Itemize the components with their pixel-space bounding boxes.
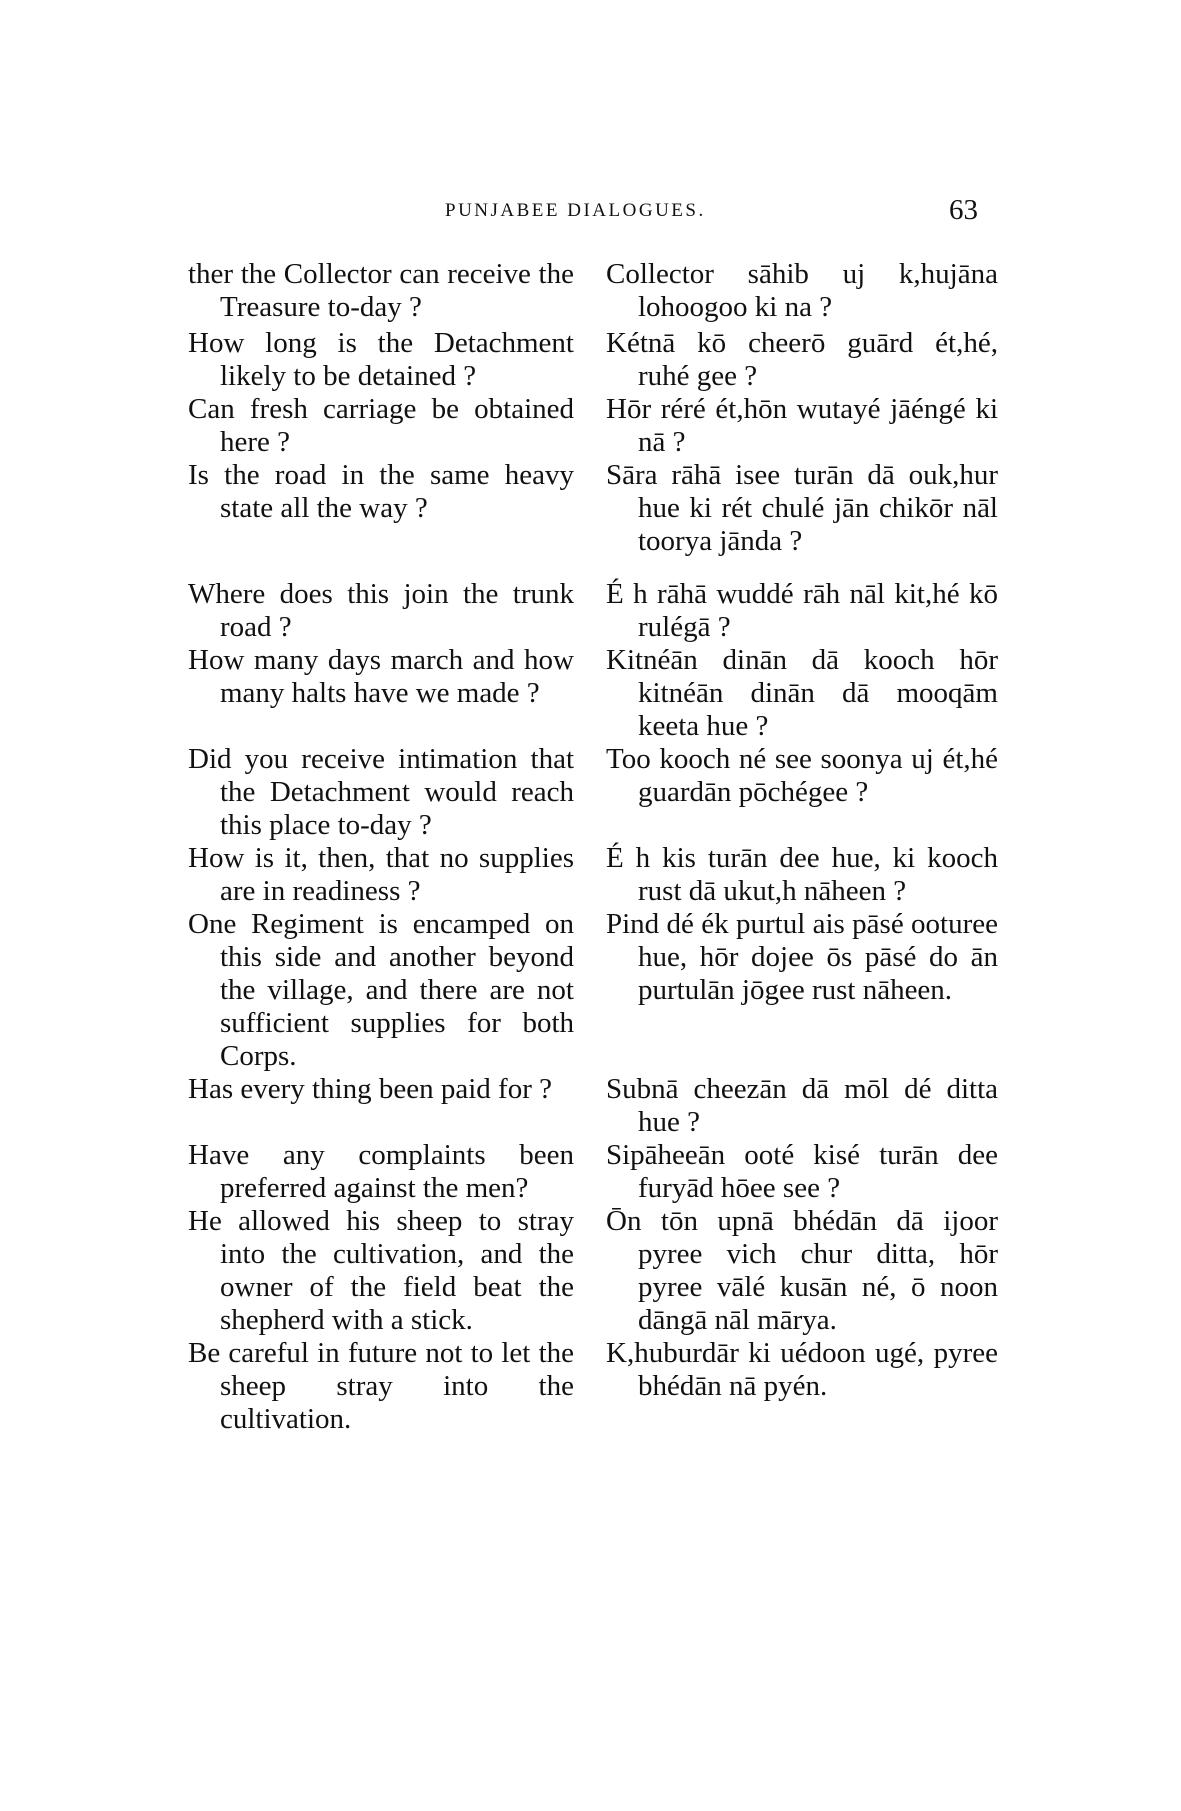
dialogue-row (188, 1205, 998, 1337)
page-header (0, 194, 1181, 240)
english-text: How long is the Detachment likely to be detained ? (188, 327, 574, 392)
english-text: Did you receive intimation that the Detachment would reach this place to-day ? (188, 743, 574, 841)
punjabi-text: Pind dé ék purtul ais pāsé ooturee hue, hōr dojee ōs pāsé do ān purtulān jōgee rust nāheen. (606, 908, 998, 1006)
english-text: How is it, then, that no supplies are in readiness ? (188, 842, 574, 907)
punjabi-text: Kitnéān dinān dā kooch hōr kitnéān dinān dā mooqām keeta hue ? (606, 644, 998, 742)
dialogue-row (188, 393, 998, 459)
english-text: Be careful in future not to let the sheep stray into the cultivation. (188, 1337, 574, 1435)
punjabi-text: Too kooch né see soonya uj ét,hé guardān pōchégee ? (606, 743, 998, 808)
dialogue-row (188, 1337, 998, 1436)
punjabi-text: Kétnā kō cheerō guārd ét,hé, ruhé gee ? (606, 327, 998, 392)
dialogue-row (188, 743, 998, 842)
punjabi-text: Subnā cheezān dā mōl dé ditta hue ? (606, 1073, 998, 1138)
dialogue-row (188, 459, 998, 558)
punjabi-text: K,huburdār ki uédoon ugé, pyree bhédān nā pyén. (606, 1337, 998, 1402)
english-text: Where does this join the trunk road ? (188, 578, 574, 643)
english-text: Is the road in the same heavy state all the way ? (188, 459, 574, 524)
english-text: One Regiment is encamped on this side and another beyond the village, and there are not sufficient supplies for both Corps. (188, 908, 574, 1072)
running-title: PUNJABEE DIALOGUES. (445, 200, 706, 221)
dialogue-table (188, 258, 998, 1436)
english-text: ther the Collector can receive the Treasure to-day ? (188, 258, 574, 323)
dialogue-row (188, 644, 998, 743)
punjabi-text: É h rāhā wuddé rāh nāl kit,hé kō rulégā ? (606, 578, 998, 643)
punjabi-text: Ōn tōn upnā bhédān dā ijoor pyree vich chur ditta, hōr pyree vālé kusān né, ō noon dāngā nāl mārya. (606, 1205, 998, 1336)
punjabi-text: Collector sāhib uj k,hujāna lohoogoo ki na ? (606, 258, 998, 323)
punjabi-text: Sāra rāhā isee turān dā ouk,hur hue ki rét chulé jān chikōr nāl toorya jānda ? (606, 459, 998, 557)
dialogue-row (188, 258, 998, 324)
dialogue-row (188, 908, 998, 1073)
dialogue-row (188, 327, 998, 393)
punjabi-text: É h kis turān dee hue, ki kooch rust dā ukut,h nāheen ? (606, 842, 998, 907)
english-text: Have any complaints been preferred against the men? (188, 1139, 574, 1204)
punjabi-text: Sipāheeān ooté kisé turān dee furyād hōee see ? (606, 1139, 998, 1204)
english-text: Can fresh carriage be obtained here ? (188, 393, 574, 458)
dialogue-row (188, 842, 998, 908)
dialogue-row (188, 1073, 998, 1139)
english-text: How many days march and how many halts have we made ? (188, 644, 574, 709)
dialogue-row (188, 1139, 998, 1205)
punjabi-text: Hōr réré ét,hōn wutayé jāéngé ki nā ? (606, 393, 998, 458)
page-number: 63 (949, 194, 978, 226)
english-text: Has every thing been paid for ? (188, 1073, 552, 1105)
dialogue-row (188, 578, 998, 644)
english-text: He allowed his sheep to stray into the cultivation, and the owner of the field beat the shepherd with a stick. (188, 1205, 574, 1336)
